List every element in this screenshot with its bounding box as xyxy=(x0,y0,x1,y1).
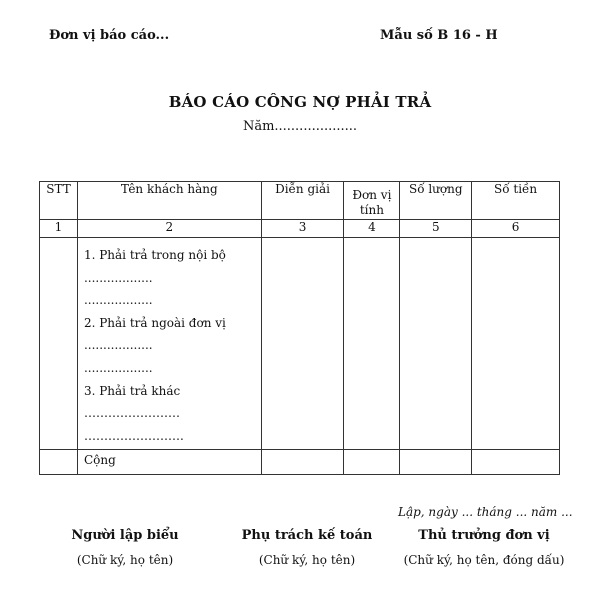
body-row xyxy=(40,238,560,450)
preparer-note: (Chữ ký, họ tên) xyxy=(76,553,174,567)
col-header-quantity: Số lượng xyxy=(400,182,472,220)
item-dots: .................. xyxy=(83,360,153,375)
item-external-payables: 2. Phải trả ngoài đơn vị xyxy=(83,315,226,330)
quantity-cell xyxy=(400,238,472,450)
unit-cell xyxy=(344,238,400,450)
col-header-amount: Số tiền xyxy=(472,182,560,220)
header-row xyxy=(40,182,560,220)
item-dots: .................. xyxy=(83,338,153,353)
accountant-title: Phụ trách kế toán xyxy=(241,528,373,543)
col-number-1: 1 xyxy=(40,220,78,238)
item-dots: …………………… xyxy=(83,406,180,421)
col-header-description: Diễn giải xyxy=(261,182,344,220)
report-year: Năm.................... xyxy=(242,119,358,134)
stt-cell xyxy=(40,238,78,450)
head-title: Thủ trưởng đơn vị xyxy=(418,528,550,543)
form-number: Mẫu số B 16 - H xyxy=(380,28,498,43)
item-dots: .................. xyxy=(83,270,153,285)
column-number-row xyxy=(40,220,560,238)
payables-table xyxy=(39,181,560,475)
col-header-unit xyxy=(344,182,400,220)
col-header-stt: STT xyxy=(40,182,78,220)
col-header-unit-line2: tính xyxy=(359,203,384,217)
item-internal-payables: 1. Phải trả trong nội bộ xyxy=(83,248,226,262)
preparer-title: Người lập biểu xyxy=(71,528,179,543)
total-row xyxy=(40,450,560,475)
col-number-2: 2 xyxy=(77,220,261,238)
item-dots: ……………………. xyxy=(83,428,184,443)
col-number-6: 6 xyxy=(472,220,560,238)
col-number-5: 5 xyxy=(400,220,472,238)
customer-items-cell xyxy=(77,238,261,450)
head-note: (Chữ ký, họ tên, đóng dấu) xyxy=(403,553,565,567)
item-dots: .................. xyxy=(83,293,153,308)
col-number-4: 4 xyxy=(344,220,400,238)
place-date: Lập, ngày ... tháng ... năm ... xyxy=(398,505,573,519)
report-title: BÁO CÁO CÔNG NỢ PHẢI TRẢ xyxy=(168,93,432,111)
reporting-unit: Đơn vị báo cáo... xyxy=(49,28,170,43)
col-header-customer: Tên khách hàng xyxy=(77,182,261,220)
item-other-payables: 3. Phải trả khác xyxy=(83,383,181,398)
total-label: Cộng xyxy=(77,450,261,475)
amount-cell xyxy=(472,238,560,450)
accountant-note: (Chữ ký, họ tên) xyxy=(258,553,356,567)
col-number-3: 3 xyxy=(261,220,344,238)
col-header-unit-line1: Đơn vị xyxy=(352,188,392,202)
description-cell xyxy=(261,238,344,450)
